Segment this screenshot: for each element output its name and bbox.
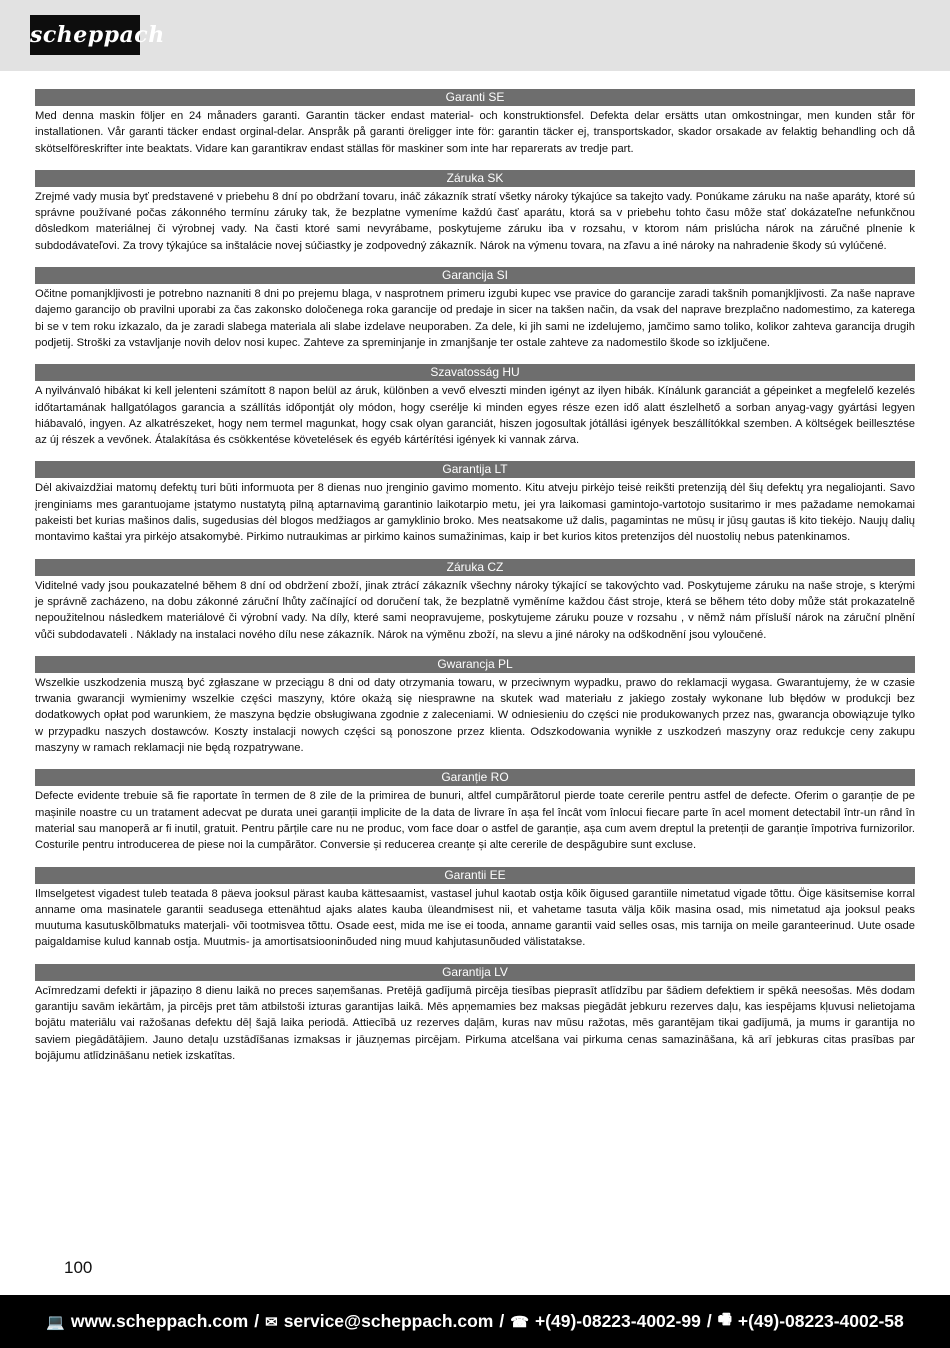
section-text: Zrejmé vady musia byť predstavené v priebehu 8 dní po obdržaní tovaru, ináč zákazník stratí všetky nároky týkajúce sa takejto vady. Ponúkame záruku na naše aparáty, ktoré sú správne používané počas zákonného termínu záruky tak, že bezplatne vymeníme každú časť aparátu, ktorá sa v priebehu tohto času môže stať dokázateľne nefunkčnou dôsledkom materiálnej či výrobnej vady. Na časti ktoré sami nevyrábame, poskytujeme záruku iba v rozsahu, v ktorom nám prislúcha nárok na záručné plnenie k subdodávateľovi. Za trovy týkajúce sa inštalácie novej súčiastky je zodpovedný zákazník. Nárok na výmenu tovara, na zľavu a iné nároky na nahradenie škody sú vylúčené. [35,190,915,252]
section-szavatossag-hu [35,364,915,448]
separator: / [706,1311,712,1331]
section-text: Viditelné vady jsou poukazatelné během 8 dní od obdržení zboží, jinak ztrácí zákazník všechny nároky týkající se takovýchto vad. Poskytujeme záruku na naše stroje, s kterými je správně zacházeno, na dobu zákonné záruční lhůty začínající od doručení tak, že bezplatně vyměníme každou část stroje, která se během této doby může stát prokazatelně nepoužitelnou následkem materiálové či výrobní vady. Na díly, které sami neopravujeme, poskytujeme záruku pouze v rozsahu , v němž nám přísluší nárok na záruční plnění vůči subdodavateli . Náklady na instalaci nového dílu nese zákazník. Nárok na výměnu zboží, na slevu a jiné nároky na odškodnění jsou vyloučené. [35,579,915,641]
section-title: Záruka CZ [35,559,915,576]
section-garantie-ro [35,769,915,853]
section-garantija-lv [35,964,915,1064]
mail-icon: ✉ [265,1313,278,1331]
section-garancija-si [35,267,915,351]
fax-number: +(49)-08223-4002-58 [737,1311,904,1331]
section-garantii-ee [35,867,915,951]
fax-icon: 🖷 [717,1311,732,1328]
contact-footer [0,1295,950,1348]
section-text: Wszelkie uszkodzenia muszą być zgłaszane w przeciągu 8 dni od daty otrzymania towaru, w przeciwnym wypadku, prawo do reklamacji wygasa. Gwarantujemy, że w czasie trwania gwarancji wymienimy wszelkie części maszyny, które okażą się niesprawne na skutek wad materiału z jakiego zostały wykonane lub błędów w produkcji bez dodatkowych opłat pod warunkiem, że maszyna będzie obsługiwana zgodnie z zaleceniami. W odniesieniu do części nie produkowanych przez nas, gwarancja obowiązuje tylko w przypadku naszych dostawców. Koszty instalacji nowych części są ponoszone przez klienta. Odszkodowania wynikłe z uszkodzeń maszyny oraz redukcje ceny zakupu maszyny w ramach reklamacji nie będą rozpatrywane. [35,676,915,755]
telephone-icon: ☎ [510,1313,529,1331]
scheppach-logo: scheppach [30,15,140,55]
section-zaruka-sk [35,170,915,254]
header-band [0,0,950,71]
page-number: 100 [64,1258,93,1277]
section-text: A nyilvánvaló hibákat ki kell jelenteni számított 8 napon belül az áruk, különben a vevő elveszti minden igényt az ilyen hibák. Kínálunk garanciát a gépeinket a megfelelő kezelés időtartamának hallgatólagos garancia a szállítás időpontját oly módon, hogy cserélje ki minden egyes része ezen idő alatt észlelhető a sorban anyag-vagy gyártási legyen hiábavaló, ingyen. Az alkatrészeket, hogy nem termel magunkat, hogy csak olyan garanciát, hiszen jogosultak jótállási igények beszállítókkal szemben. A költségek beillesztése az új részek a vevőnek. Átalakítása és csökkentése követelések és egyéb kártérítési igények ki vannak zárva. [35,385,915,447]
website-link[interactable]: www.scheppach.com [70,1311,249,1331]
section-title: Garantija LV [35,964,915,981]
section-title: Gwarancja PL [35,656,915,673]
section-title: Záruka SK [35,170,915,187]
section-text: Defecte evidente trebuie să fie raportate în termen de 8 zile de la primirea de bunuri, altfel cumpărătorul pierde toate cererile pentru astfel de defecte. Oferim o garanție de pe mașinile noastre cu un tratament adecvat pe durata unei garanții implicite de la data de livrare în așa fel încât vom înlocui fiecare parte în acel moment detectabil într-un rând în material sau manoperă ar fi inutil, gratuit. Pentru părțile care nu ne produc, vom face doar o astfel de garanție, așa cum avem dreptul la pretenții de garanție împotriva furnizorilor. Costurile pentru introducerea de piese noi la cumpărător. Conversie și reducerea creanțe și alte cererile de despăgubire sunt excluse. [35,790,915,852]
separator: / [254,1311,260,1331]
section-garanti-se [35,89,915,157]
section-text: Očitne pomanjkljivosti je potrebno naznaniti 8 dni po prejemu blaga, v nasprotnem primeru izgubi kupec vse pravice do garancije zaradi takšnih pomanjkljivosti. Za naše naprave dajemo garancijo ob pravilni uporabi za čas zakonsko določenega roka garancije od predaje in sicer na takšen način, da vsak del naprave brezplačno nadomestimo, za katerega bi se v tem roku izkazalo, da je zaradi slabega materiala ali slabe izdelave neuporaben. Za dele, ki jih sami ne izdelujemo, jamčimo samo toliko, kolikor zahteva garancija drugih podjetij. Stroški za vstavljanje novih delov nosi kupec. Zahteve za spreminjanje in zmanjšanje ter ostale zahteve za nadomestilo škode so izključene. [35,288,915,349]
section-text: Acīmredzami defekti ir jāpaziņo 8 dienu laikā no preces saņemšanas. Pretējā gadījumā pircēja tiesības pieprasīt atlīdzību par šādiem defektiem ir spēkā neesošas. Mēs dodam garantiju savām iekārtām, ja pircējs pret tām atbilstoši izturas garantijas laikā. Mēs apņemamies bez maksas piegādāt jebkuru rezerves daļu, kas iespējams kļuvusi nelietojama bojātu materiālu vai ražošanas defektu dēļ šajā laika periodā. Attiecībā uz rezerves daļām, kuras nav mūsu ražotas, mēs garantējam tikai gadījumā, ja mums ir garantija no saviem piegādātājiem. Jauno detaļu uzstādīšanas izmaksas ir jāuzņemas pircējam. Pirkuma atcelšana vai pirkuma cenas samazināšana, kā arī jebkuras citas prasības par bojājumu atlīdzināšanu netiek izskatītas. [35,984,915,1062]
section-gwarancja-pl [35,656,915,756]
email-link[interactable]: service@scheppach.com [283,1311,494,1331]
warranty-content [35,89,915,1077]
section-title: Garanti SE [35,89,915,106]
section-title: Garancija SI [35,267,915,284]
section-text: Dėl akivaizdžiai matomų defektų turi būti informuota per 8 dienas nuo įrenginio gavimo momento. Kitu atveju pirkėjo teisė reikšti pretenziją dėl šių defektų yra negaliojanti. Savo įrenginiams mes garantuojame įstatymo nustatytą pilną aptarnavimą garantinio laikotarpio metu, jei yra laikomasi gamintojo-vartotojo susitarimo ir mes pažadame nemokamai pakeisti bet kurias mašinos dalis, sugedusias dėl blogos medžiagos ar gamyklinio broko. Mes neatsakome už dalis, pagamintas ne mūsų ir jūsų gautas iš kito tiekėjo. Naujų dalių montavimo kaštai yra pirkėjo atsakomybė. Pirkimo nutraukimas ar pirkimo kainos sumažinimas, kaip ir bet kurios kitos pretenzijos dėl nuostolių nebus patenkinamos. [35,482,915,544]
section-text: Med denna maskin följer en 24 månaders garanti. Garantin täcker endast material- och konstruktionsfel. Defekta delar ersätts utan omkostningar, men kunden står för installationen. Vår garanti täcker endast orginal-delar. Anspråk på garanti öreligger inte för: garantin täcker ej, transportskador, skador orsakade av felaktig behandling och då skötselföreskrifter inte beaktats. Vidare kan garantikrav endast ställas för maskiner som inte har reparerats av tredje part. [35,110,915,155]
section-title: Garanție RO [35,769,915,786]
phone-number: +(49)-08223-4002-99 [534,1311,701,1331]
separator: / [499,1311,505,1331]
section-zaruka-cz [35,559,915,643]
section-title: Szavatosság HU [35,364,915,381]
section-garantija-lt [35,461,915,545]
computer-icon: 💻 [46,1313,65,1331]
section-title: Garantii EE [35,867,915,884]
section-text: Ilmselgetest vigadest tuleb teatada 8 päeva jooksul pärast kauba kättesaamist, vastasel juhul kaotab ostja kõik õigused garantiile nimetatud vigade tõttu. Öige käsitsemise korral anname oma masinatele garantii seadusega ettenähtud ajaks alates kauba üleandmisest nii, et vahetame tasuta välja kõik masina osad, mis nimetatud aja jooksul peaks muutuma kasutuskõlbmatuks materjali- või tootmisvea tõttu. Osade eest, mida me ise ei tooda, anname garantii vaid selles osas, mis tarnija on meile garanteerinud. Uute osade paigaldamise kulud kannab ostja. Muutmis- ja amortisatsiooninõuded ning muud kahjutasunõuded välistatakse. [35,887,915,949]
section-title: Garantija LT [35,461,915,478]
